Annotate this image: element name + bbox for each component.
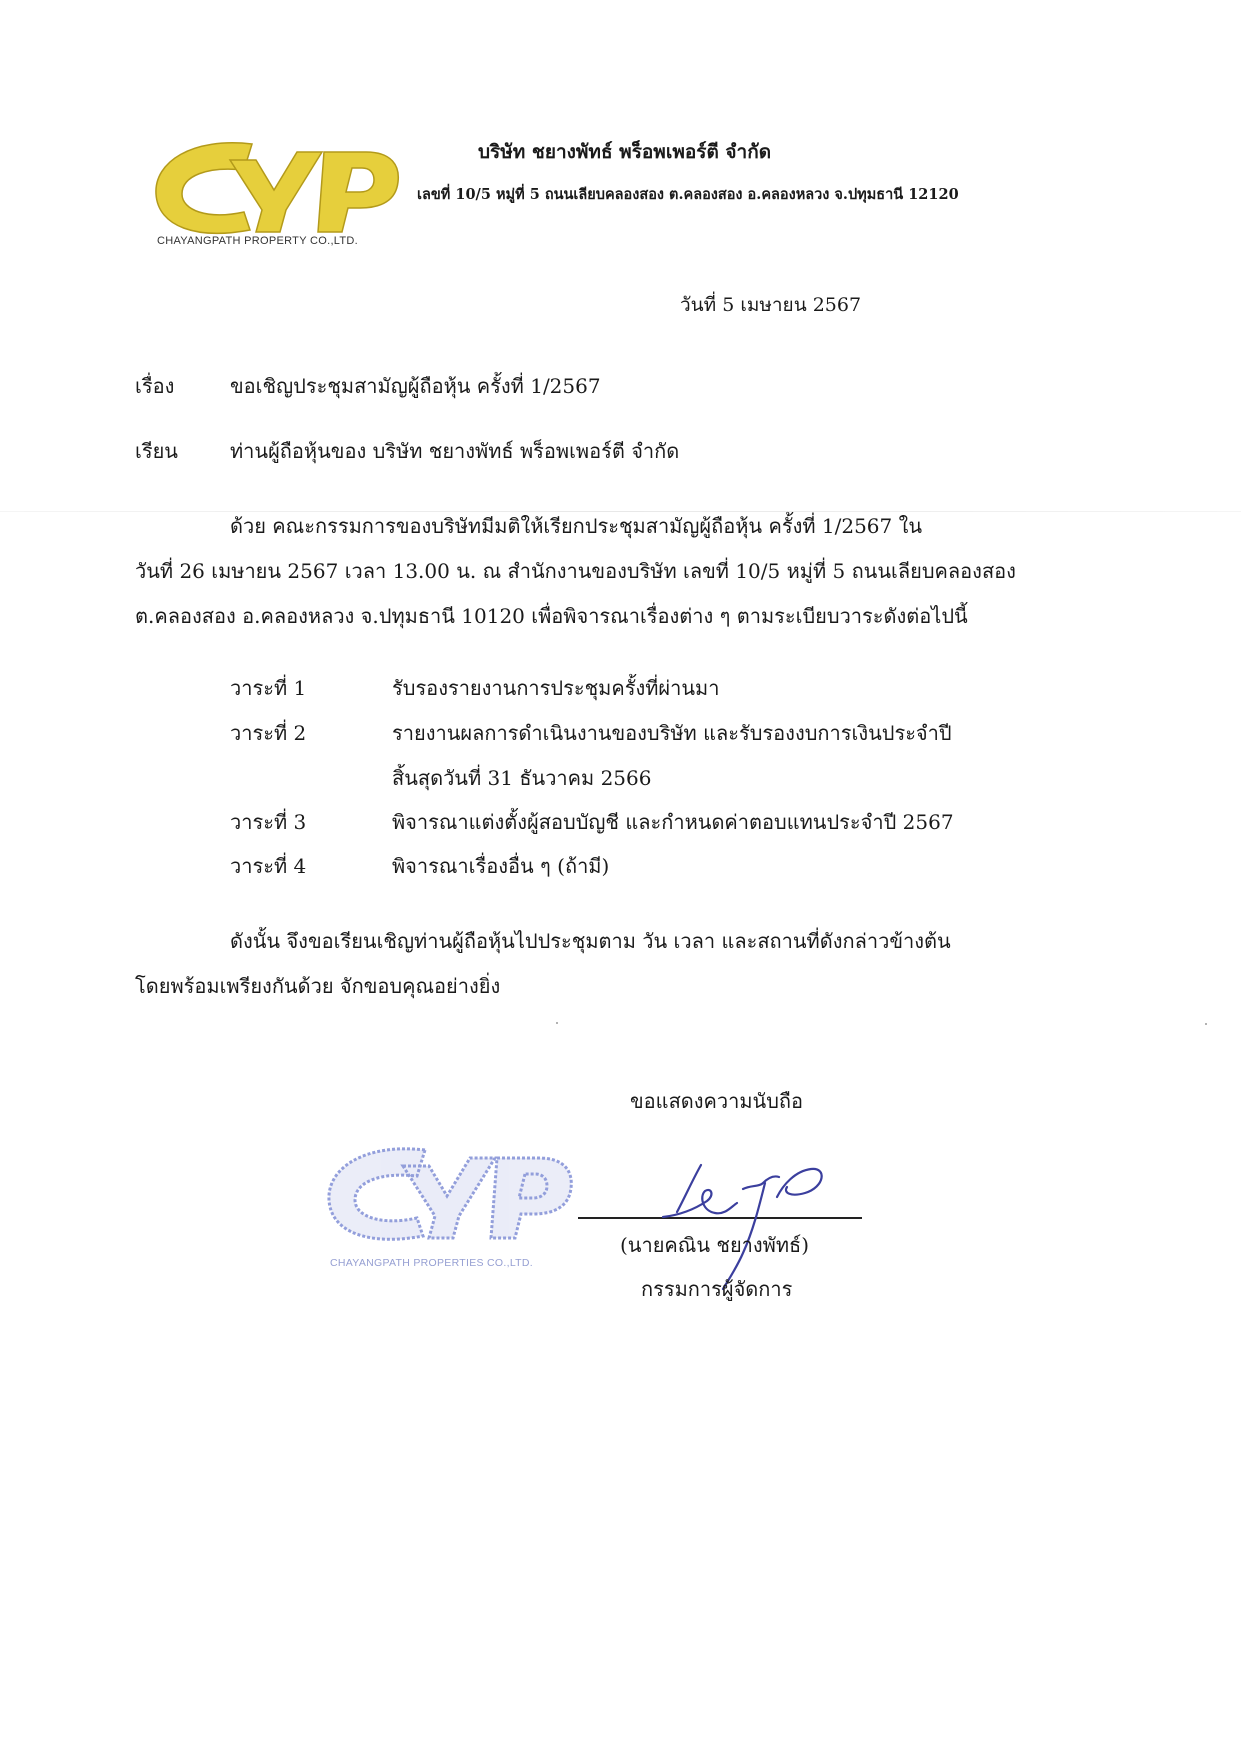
agenda-label: วาระที่ 1 <box>230 676 307 700</box>
letter-date: วันที่ 5 เมษายน 2567 <box>680 294 862 316</box>
signer-name: (นายคณิน ชยางพัทธ์) <box>620 1233 810 1257</box>
subject-text: ขอเชิญประชุมสามัญผู้ถือหุ้น ครั้งที่ 1/2567 <box>230 374 601 398</box>
company-stamp <box>325 1138 575 1263</box>
agenda-item-continuation: สิ้นสุดวันที่ 31 ธันวาคม 2566 <box>392 766 652 790</box>
recipient-text: ท่านผู้ถือหุ้นของ บริษัท ชยางพัทธ์ พร็อพเพอร์ตี จำกัด <box>230 439 680 463</box>
recipient-label: เรียน <box>135 439 178 463</box>
body-paragraph-line: วันที่ 26 เมษายน 2567 เวลา 13.00 น. ณ สำนักงานของบริษัท เลขที่ 10/5 หมู่ที่ 5 ถนนเลียบคลองสอง <box>135 559 1016 583</box>
company-logo <box>152 132 402 252</box>
scan-speck <box>556 1022 558 1024</box>
logo-caption: CHAYANGPATH PROPERTY CO.,LTD. <box>157 235 359 247</box>
subject-label: เรื่อง <box>135 374 175 398</box>
conclusion-line: โดยพร้อมเพรียงกันด้วย จักขอบคุณอย่างยิ่ง <box>135 974 501 998</box>
company-address: เลขที่ 10/5 หมู่ที่ 5 ถนนเลียบคลองสอง ต.คลองสอง อ.คลองหลวง จ.ปทุมธานี 12120 <box>417 186 959 203</box>
agenda-item: รับรองรายงานการประชุมครั้งที่ผ่านมา <box>392 676 720 700</box>
agenda-label: วาระที่ 4 <box>230 854 307 878</box>
company-name: บริษัท ชยางพัทธ์ พร็อพเพอร์ตี จำกัด <box>478 141 772 163</box>
closing-text: ขอแสดงความนับถือ <box>630 1089 804 1113</box>
agenda-label: วาระที่ 3 <box>230 810 307 834</box>
signer-title: กรรมการผู้จัดการ <box>641 1277 793 1301</box>
body-paragraph-line: ต.คลองสอง อ.คลองหลวง จ.ปทุมธานี 10120 เพื่อพิจารณาเรื่องต่าง ๆ ตามระเบียบวาระดังต่อไปนี้ <box>135 604 968 628</box>
agenda-label: วาระที่ 2 <box>230 721 307 745</box>
agenda-item: พิจารณาเรื่องอื่น ๆ (ถ้ามี) <box>392 854 610 878</box>
stamp-caption: CHAYANGPATH PROPERTIES CO.,LTD. <box>330 1257 533 1269</box>
body-paragraph-line: ด้วย คณะกรรมการของบริษัทมีมติให้เรียกประชุมสามัญผู้ถือหุ้น ครั้งที่ 1/2567 ใน <box>230 514 923 538</box>
handwritten-signature <box>655 1157 870 1292</box>
agenda-item: รายงานผลการดำเนินงานของบริษัท และรับรองงบการเงินประจำปี <box>392 721 952 745</box>
agenda-item: พิจารณาแต่งตั้งผู้สอบบัญชี และกำหนดค่าตอบแทนประจำปี 2567 <box>392 810 954 834</box>
scan-speck <box>1205 1023 1207 1025</box>
conclusion-line: ดังนั้น จึงขอเรียนเชิญท่านผู้ถือหุ้นไปประชุมตาม วัน เวลา และสถานที่ดังกล่าวข้างต้น <box>230 929 951 953</box>
